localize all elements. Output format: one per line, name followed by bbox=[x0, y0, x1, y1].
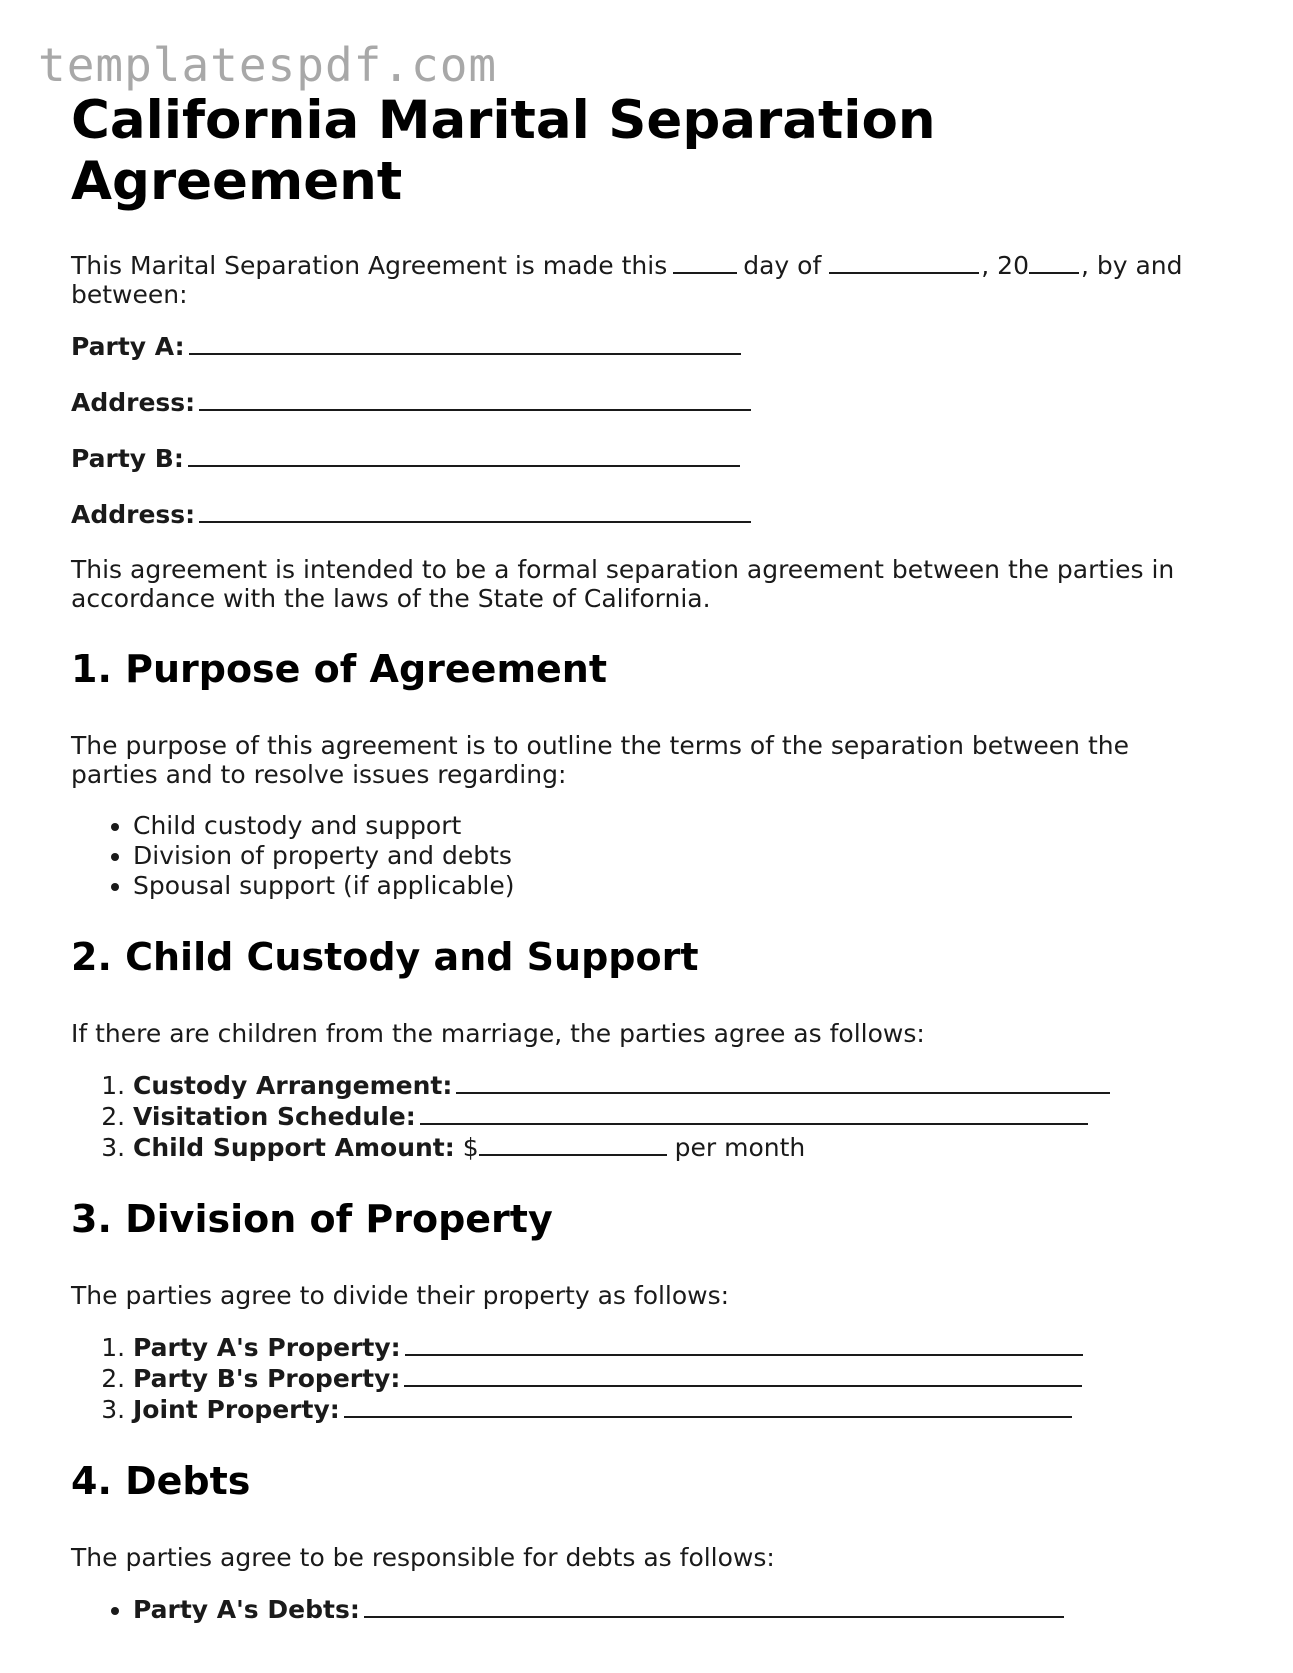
intro-paragraph bbox=[71, 250, 1221, 309]
party-b-address-blank[interactable] bbox=[199, 499, 751, 523]
section-debts-heading: 4. Debts bbox=[71, 1459, 251, 1503]
list-item bbox=[133, 1594, 1221, 1625]
child-support-label: Child Support Amount: bbox=[133, 1133, 455, 1162]
list-item: • Spousal support (if applicable) bbox=[133, 871, 1221, 901]
intro-text-3: , 20 bbox=[981, 251, 1029, 280]
party-a-debts-blank[interactable] bbox=[364, 1594, 1064, 1618]
list-item: • Child custody and support bbox=[133, 811, 1221, 841]
party-a-property-blank[interactable] bbox=[405, 1332, 1083, 1356]
list-item: • Division of property and debts bbox=[133, 841, 1221, 871]
party-a-label: Party A: bbox=[71, 332, 185, 361]
section-property-text: The parties agree to divide their property as follows: bbox=[71, 1281, 730, 1310]
list-item bbox=[133, 1101, 1221, 1132]
section-custody-heading: 2. Child Custody and Support bbox=[71, 935, 699, 979]
party-a-debts-label: Party A's Debts: bbox=[133, 1595, 360, 1624]
year-blank[interactable] bbox=[1029, 250, 1079, 274]
party-a-blank[interactable] bbox=[189, 331, 741, 355]
party-b-blank[interactable] bbox=[188, 443, 740, 467]
intro-text-1: This Marital Separation Agreement is made this bbox=[71, 251, 668, 280]
list-item bbox=[133, 1070, 1221, 1101]
custody-list bbox=[71, 1070, 1221, 1163]
intro-text-2: day of bbox=[743, 251, 822, 280]
joint-property-label: Joint Property: bbox=[133, 1395, 340, 1424]
currency-symbol: $ bbox=[462, 1133, 479, 1162]
custody-arrangement-label: Custody Arrangement: bbox=[133, 1071, 453, 1100]
section-property-heading: 3. Division of Property bbox=[71, 1197, 553, 1241]
document-page bbox=[71, 90, 1221, 1649]
list-item bbox=[133, 1394, 1221, 1425]
section-debts-text: The parties agree to be responsible for debts as follows: bbox=[71, 1543, 775, 1572]
list-item bbox=[133, 1363, 1221, 1394]
party-a-property-label: Party A's Property: bbox=[133, 1333, 401, 1362]
list-item bbox=[133, 1132, 1221, 1163]
day-blank[interactable] bbox=[673, 250, 737, 274]
statement-paragraph: This agreement is intended to be a formal separation agreement between the parties in accordance with the laws of the State of California. bbox=[71, 555, 1175, 613]
party-b-label: Party B: bbox=[71, 444, 184, 473]
section-custody-text: If there are children from the marriage, the parties agree as follows: bbox=[71, 1019, 925, 1048]
document-title: California Marital Separation Agreement bbox=[71, 90, 936, 212]
watermark: templatespdf.com bbox=[38, 38, 498, 92]
party-b-property-label: Party B's Property: bbox=[133, 1364, 401, 1393]
intro-text-4: , by and between: bbox=[71, 251, 1183, 309]
section-purpose-heading: 1. Purpose of Agreement bbox=[71, 647, 608, 691]
party-b-field bbox=[71, 443, 1221, 473]
party-a-address-blank[interactable] bbox=[199, 387, 751, 411]
section-purpose-text: The purpose of this agreement is to outline the terms of the separation between the parties and to resolve issues regarding: bbox=[71, 731, 1129, 789]
child-support-blank[interactable] bbox=[479, 1132, 667, 1156]
party-a-address-label: Address: bbox=[71, 388, 196, 417]
party-a-address-field bbox=[71, 387, 1221, 417]
per-month-text: per month bbox=[674, 1133, 806, 1162]
purpose-list bbox=[71, 811, 1221, 901]
debts-list bbox=[71, 1594, 1221, 1625]
party-b-address-field bbox=[71, 499, 1221, 529]
party-a-field bbox=[71, 331, 1221, 361]
month-blank[interactable] bbox=[829, 250, 979, 274]
visitation-schedule-label: Visitation Schedule: bbox=[133, 1102, 416, 1131]
party-b-address-label: Address: bbox=[71, 500, 196, 529]
joint-property-blank[interactable] bbox=[344, 1394, 1072, 1418]
property-list bbox=[71, 1332, 1221, 1425]
custody-arrangement-blank[interactable] bbox=[456, 1070, 1110, 1094]
party-b-property-blank[interactable] bbox=[404, 1363, 1082, 1387]
visitation-schedule-blank[interactable] bbox=[420, 1101, 1088, 1125]
list-item bbox=[133, 1332, 1221, 1363]
